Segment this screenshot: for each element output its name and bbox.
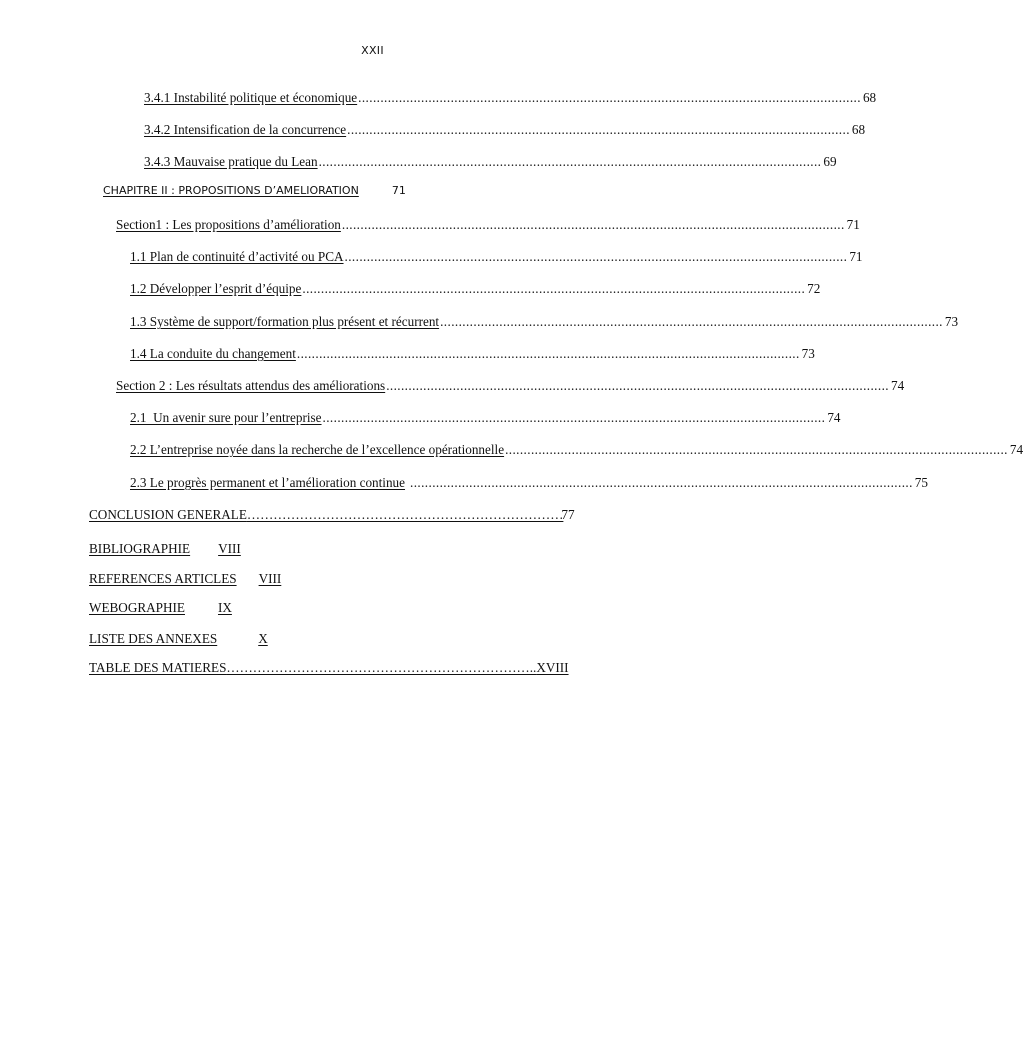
- toc-entry-1-2[interactable]: [130, 281, 821, 297]
- toc-entry-page: 74: [890, 378, 905, 393]
- dot-leader: ........................................................................................................................................: [358, 90, 861, 105]
- toc-entry-label: 1.4 La conduite du changement: [130, 346, 296, 361]
- dot-leader: ........................................................................................................................................: [341, 217, 845, 232]
- dot-leader: ........................................................................................................................................: [386, 378, 889, 393]
- toc-entry-1-1[interactable]: [130, 249, 863, 265]
- toc-entry-label: Section 2 : Les résultats attendus des améliorations: [116, 378, 386, 393]
- toc-entry-label: REFERENCES ARTICLES: [89, 571, 237, 586]
- toc-chapter-page: 71: [391, 184, 406, 197]
- toc-entry-label: 2.1 Un avenir sure pour l’entreprise: [130, 410, 322, 425]
- toc-entry-label: TABLE DES MATIERES: [89, 660, 227, 675]
- toc-entry-1-3[interactable]: [130, 314, 959, 330]
- toc-section-1[interactable]: [116, 217, 860, 233]
- toc-entry-page: 73: [944, 314, 959, 329]
- toc-entry-3-4-2[interactable]: [144, 122, 866, 138]
- toc-entry-page: 68: [862, 90, 877, 105]
- toc-chapter-2[interactable]: [103, 184, 406, 198]
- dot-leader: ........................................................................................................................................: [347, 122, 850, 137]
- toc-entry-label: CONCLUSION GENERALE: [89, 507, 247, 522]
- dot-leader: ........................................................................................................................................: [440, 314, 943, 329]
- dot-leader: ........................................................................................................................................: [410, 475, 913, 490]
- toc-entry-label: WEBOGRAPHIE: [89, 600, 185, 615]
- toc-entry-page: XVIII: [536, 660, 569, 675]
- dot-leader: ........................................................................................................................................: [322, 410, 826, 425]
- dot-leader: ………………………………………………………………: [246, 507, 564, 522]
- toc-liste-annexes[interactable]: [89, 631, 268, 647]
- toc-entry-label: 2.3 Le progrès permanent et l’amélioration continue: [130, 475, 406, 490]
- toc-bibliographie[interactable]: [89, 541, 241, 557]
- toc-conclusion[interactable]: [89, 507, 575, 523]
- toc-entry-label: LISTE DES ANNEXES: [89, 631, 218, 646]
- toc-references-articles[interactable]: [89, 571, 281, 587]
- toc-section-2[interactable]: [116, 378, 905, 394]
- dot-leader: ........................................................................................................................................: [302, 281, 806, 296]
- toc-entry-page: 68: [851, 122, 866, 137]
- toc-entry-page: 77: [561, 507, 575, 522]
- dot-leader: ........................................................................................................................................: [318, 154, 822, 169]
- toc-entry-label: BIBLIOGRAPHIE: [89, 541, 191, 556]
- toc-entry-1-4[interactable]: [130, 346, 815, 362]
- toc-entry-2-3[interactable]: [130, 475, 928, 491]
- toc-chapter-label: CHAPITRE II : PROPOSITIONS D’AMELIORATION: [103, 184, 359, 197]
- dot-leader: ........................................................................................................................................: [505, 442, 1008, 457]
- toc-entry-page: 72: [807, 281, 821, 296]
- toc-entry-page: VIII: [218, 541, 241, 556]
- toc-entry-page: 74: [1009, 442, 1023, 457]
- toc-entry-label: 2.2 L’entreprise noyée dans la recherche de l’excellence opérationnelle: [130, 442, 505, 457]
- dot-leader: ……………………………………………………………..: [226, 660, 537, 675]
- toc-entry-label: 3.4.3 Mauvaise pratique du Lean: [144, 154, 318, 169]
- toc-entry-label: 3.4.2 Intensification de la concurrence: [144, 122, 347, 137]
- toc-entry-page: VIII: [258, 571, 282, 586]
- toc-entry-2-2[interactable]: [130, 442, 1023, 458]
- toc-entry-3-4-3[interactable]: [144, 154, 837, 170]
- toc-table-des-matieres[interactable]: [89, 660, 569, 676]
- toc-webographie[interactable]: [89, 600, 232, 616]
- toc-entry-page: 75: [914, 475, 928, 490]
- toc-entry-2-1[interactable]: [130, 410, 841, 426]
- toc-entry-page: 73: [801, 346, 815, 361]
- toc-entry-label: 1.1 Plan de continuité d’activité ou PCA: [130, 249, 344, 264]
- toc-entry-page: 69: [823, 154, 837, 169]
- toc-entry-page: X: [258, 631, 268, 646]
- dot-leader: ........................................................................................................................................: [296, 346, 800, 361]
- toc-entry-label: 3.4.1 Instabilité politique et économique: [144, 90, 358, 105]
- toc-entry-page: IX: [217, 600, 232, 615]
- toc-entry-label: 1.2 Développer l’esprit d’équipe: [130, 281, 302, 296]
- page-number: XXII: [361, 44, 384, 57]
- toc-entry-page: 71: [849, 249, 863, 264]
- toc-entry-3-4-1[interactable]: [144, 90, 877, 106]
- toc-entry-label: Section1 : Les propositions d’amélioration: [116, 217, 341, 232]
- toc-entry-label: 1.3 Système de support/formation plus présent et récurrent: [130, 314, 440, 329]
- toc-entry-page: 71: [846, 217, 860, 232]
- toc-entry-page: 74: [827, 410, 841, 425]
- dot-leader: ........................................................................................................................................: [344, 249, 848, 264]
